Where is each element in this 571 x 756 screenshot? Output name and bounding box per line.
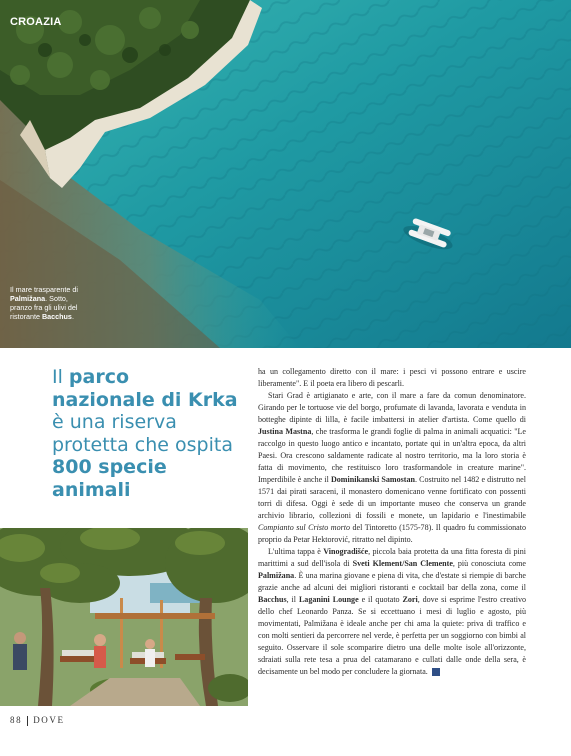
end-of-article-icon: [432, 668, 440, 676]
text-run: Stari Grad è artigianato e arte, con il mare a fare da comun denominatore. Girando per le tortuose vie del borgo, profumate di lavanda, lavorata e venduta in botteghe dipinte di lilla, è facile imbattersi in atelier d'artista. Come quello di: [258, 391, 526, 424]
bold-run: Laganini Lounge: [298, 595, 359, 604]
pull-quote: [52, 366, 238, 501]
text-run: e il quotato: [358, 595, 403, 604]
bold-run: Justina Mastna: [258, 427, 312, 436]
pull-quote-bold-1: parco nazionale di Krka: [52, 366, 238, 411]
caption-place: Palmižana: [10, 294, 46, 303]
bold-run: Bacchus: [258, 595, 287, 604]
folio-divider: [27, 716, 28, 726]
text-run: , piccola baia protetta da una fitta foresta di pini marittimi a sud dell'isola di: [258, 547, 526, 568]
hero-photo: [0, 0, 571, 348]
text-run: . Costruito nel 1482 e distrutto nel 1571 dai pirati saraceni, il monastero domenicano venne fortificato con possenti torri di difesa. Oggi è sede di un importante museo che conserva un grande archivio librario, collezioni di fossili e monete, un lapidario e l'inestimabile: [258, 475, 526, 520]
italic-run: Compianto sul Cristo morto: [258, 523, 351, 532]
section-tag: CROAZIA: [10, 16, 62, 28]
text-run: . È una marina giovane e piena di vita, che d'estate si riempie di barche grazie anche ad alcuni dei migliori ristoranti e cocktail bar della zona, come il: [258, 571, 526, 592]
text-run: L'ultima tappa è: [268, 547, 324, 556]
text-run: , che trasforma le grandi foglie di palma in animali acquatici: "Le raccolgo in questo luogo antico e incantato, portate qui in un'altra epoca, da altri Paesi. Ora crescono saldamente radicate al nostro territorio, ma la loro storia è fatta di movimento, che restituisco loro trasformandole in creature marine". Imperdibile è anche il: [258, 427, 526, 484]
bold-run: Zori: [402, 595, 418, 604]
text-run: , dove si esprime l'estro creativo dello chef Leonardo Panza. Se si eccettuano i mesi di luglio e agosto, più movimentati, Palmižana è ideale anche per chi ama la quiete: priva di traffico e con molti sentieri da percorrere nel verde, è perfetta per un soggiorno con bimbi al seguito. Osservare il sole scomparire dietro una delle molte isole all'orizzonte, sdraiati sulla rete tesa a prua del catamarano e cullati dalle onde della sera, è decisamente un bel modo per concludere la giornata.: [258, 595, 527, 676]
page-number: 88: [10, 715, 23, 725]
article-paragraph: ha un collegamento diretto con il mare: i pesci vi possono entrare e uscire liberamente". E il poeta era libero di pescarli.: [258, 367, 526, 388]
bold-run: Dominikanski Samostan: [330, 475, 415, 484]
pull-quote-bold-2: 800 specie animali: [52, 456, 167, 501]
magazine-name: DOVE: [33, 715, 65, 725]
bold-run: Palmižana: [258, 571, 295, 580]
photo-caption: [10, 285, 86, 321]
article-paragraph: [258, 546, 526, 678]
article-paragraph: [258, 390, 526, 546]
article-body: [258, 366, 526, 678]
text-run: del Tintoretto (1575-78). Il quadro fu commissionato proprio da Petar Hektorović, ritratto nel dipinto.: [258, 523, 526, 544]
caption-end: .: [71, 312, 74, 321]
text-run: , il: [286, 595, 299, 604]
restaurant-photo: [0, 528, 248, 706]
caption-text-2: . Sotto, pranzo fra gli ulivi del ristorante: [10, 294, 78, 321]
pull-quote-text: Il: [52, 366, 69, 388]
text-run: , più conosciuta come: [452, 559, 526, 568]
bold-run: Vinogradišće: [323, 547, 369, 556]
caption-restaurant: Bacchus: [41, 312, 72, 321]
pull-quote-text-2: è una riserva protetta che ospita: [52, 411, 233, 456]
page-folio: [10, 715, 65, 726]
caption-text: Il mare trasparente di: [10, 285, 78, 294]
olive-terrace-image: [0, 528, 248, 706]
bold-run: Sveti Klement/San Clemente: [352, 559, 453, 568]
